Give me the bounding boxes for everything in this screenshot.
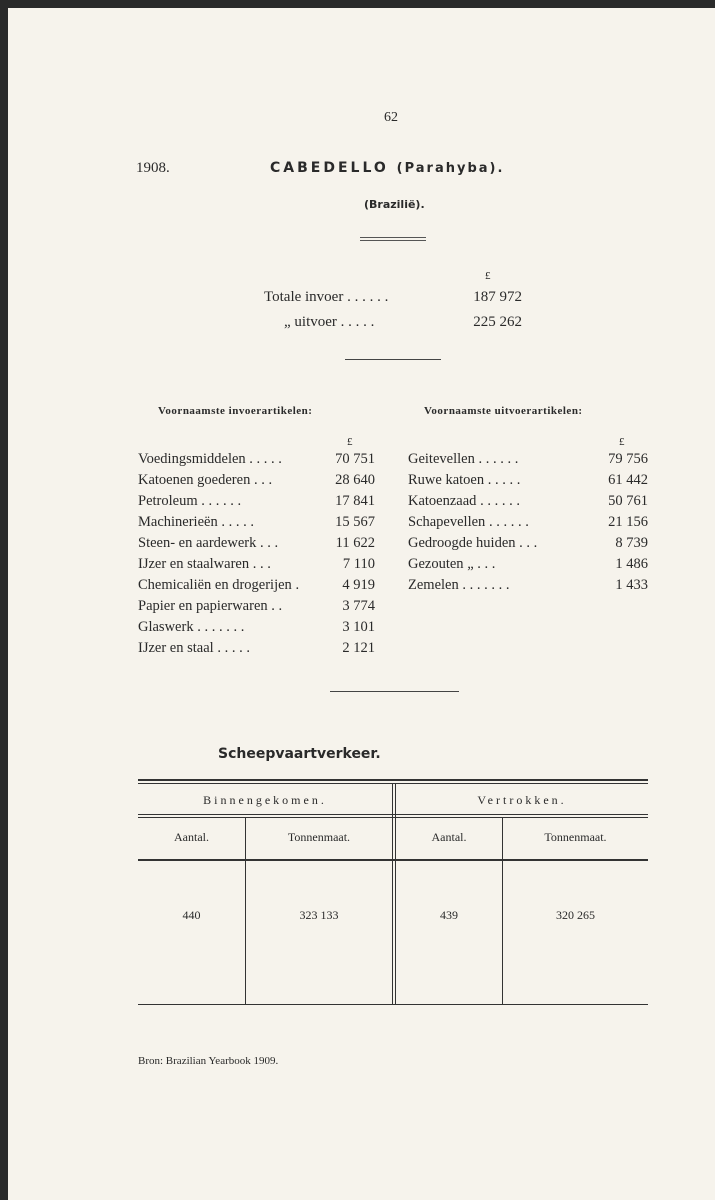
list-item-value: 15 567 <box>335 514 375 530</box>
cell-incoming-count: 440 <box>182 908 201 922</box>
list-item: Gezouten „ . . . <box>408 556 496 572</box>
title-sub: (Parahyba). <box>396 161 505 176</box>
table-rule <box>138 817 648 818</box>
list-item-value: 2 121 <box>342 640 375 656</box>
list-item: Steen- en aardewerk . . . <box>138 535 279 551</box>
shipping-title: Scheepvaartverkeer. <box>218 746 381 762</box>
list-item: Glaswerk . . . . . . . <box>138 619 245 635</box>
list-item: Papier en papierwaren . . <box>138 598 283 614</box>
imports-heading: Voornaamste invoerartikelen: <box>158 405 313 417</box>
group-header-outgoing: Vertrokken. <box>477 793 567 807</box>
page-title <box>270 160 504 176</box>
summary-row-uitvoer <box>284 314 374 331</box>
list-item-value: 61 442 <box>608 472 648 488</box>
page-number: 62 <box>384 110 398 125</box>
group-header-incoming: Binnengekomen. <box>203 793 327 807</box>
list-item-value: 17 841 <box>335 493 375 509</box>
summary-row-invoer <box>264 289 388 306</box>
list-item: Zemelen . . . . . . . <box>408 577 510 593</box>
list-item-value: 8 739 <box>615 535 648 551</box>
table-rule <box>138 779 648 781</box>
list-item: IJzer en staalwaren . . . <box>138 556 271 572</box>
list-item-value: 1 433 <box>615 577 648 593</box>
list-item: Katoenzaad . . . . . . <box>408 493 520 509</box>
shipping-table <box>138 779 648 1001</box>
list-item-value: 50 761 <box>608 493 648 509</box>
list-item: IJzer en staal . . . . . <box>138 640 250 656</box>
summary-value: 225 262 <box>473 314 522 330</box>
list-item-value: 3 774 <box>342 598 375 614</box>
table-rule <box>138 859 648 861</box>
list-item: Geitevellen . . . . . . <box>408 451 519 467</box>
source-note: Bron: Brazilian Yearbook 1909. <box>138 1055 279 1067</box>
summary-label: „ uitvoer <box>284 314 337 330</box>
summary-value: 187 972 <box>473 289 522 305</box>
list-item: Petroleum . . . . . . <box>138 493 242 509</box>
list-item: Katoenen goederen . . . <box>138 472 273 488</box>
list-item: Schapevellen . . . . . . <box>408 514 529 530</box>
divider <box>330 691 459 692</box>
summary-dots: . . . . . . <box>347 289 389 305</box>
col-header-tonnage: Tonnenmaat. <box>544 830 607 844</box>
list-item-value: 70 751 <box>335 451 375 467</box>
list-item: Chemicaliën en drogerijen . <box>138 577 300 593</box>
double-divider <box>360 237 426 241</box>
summary-label: Totale invoer <box>264 289 344 305</box>
list-item: Ruwe katoen . . . . . <box>408 472 521 488</box>
list-item-value: 28 640 <box>335 472 375 488</box>
list-item: Voedingsmiddelen . . . . . <box>138 451 282 467</box>
summary-currency: £ <box>485 270 491 282</box>
report-year: 1908. <box>136 160 170 176</box>
title-main: CABEDELLO <box>270 160 389 176</box>
list-item: Gedroogde huiden . . . <box>408 535 538 551</box>
exports-heading: Voornaamste uitvoerartikelen: <box>424 405 583 417</box>
table-rule <box>395 783 396 1004</box>
list-item-value: 7 110 <box>342 556 375 572</box>
cell-incoming-tonnage: 323 133 <box>299 908 339 922</box>
summary-dots: . . . . . <box>340 314 375 330</box>
list-item: Machinerieën . . . . . <box>138 514 254 530</box>
cell-outgoing-tonnage: 320 265 <box>556 908 595 922</box>
list-item-value: 1 486 <box>615 556 648 572</box>
divider <box>345 359 441 360</box>
col-header-count: Aantal. <box>174 830 209 844</box>
col-header-count: Aantal. <box>431 830 467 844</box>
list-item-value: 79 756 <box>608 451 648 467</box>
list-item-value: 11 622 <box>335 535 375 551</box>
table-rule <box>138 814 648 815</box>
cell-outgoing-count: 439 <box>440 908 458 922</box>
document-page <box>8 8 715 1200</box>
list-item-value: 4 919 <box>342 577 375 593</box>
table-rule <box>138 1004 648 1005</box>
table-rule <box>392 783 393 1004</box>
table-rule <box>138 783 648 784</box>
page-subtitle: (Brazilië). <box>364 198 425 211</box>
imports-currency: £ <box>347 436 353 448</box>
col-header-tonnage: Tonnenmaat. <box>287 830 351 844</box>
list-item-value: 3 101 <box>342 619 375 635</box>
list-item-value: 21 156 <box>608 514 648 530</box>
exports-currency: £ <box>619 436 625 448</box>
